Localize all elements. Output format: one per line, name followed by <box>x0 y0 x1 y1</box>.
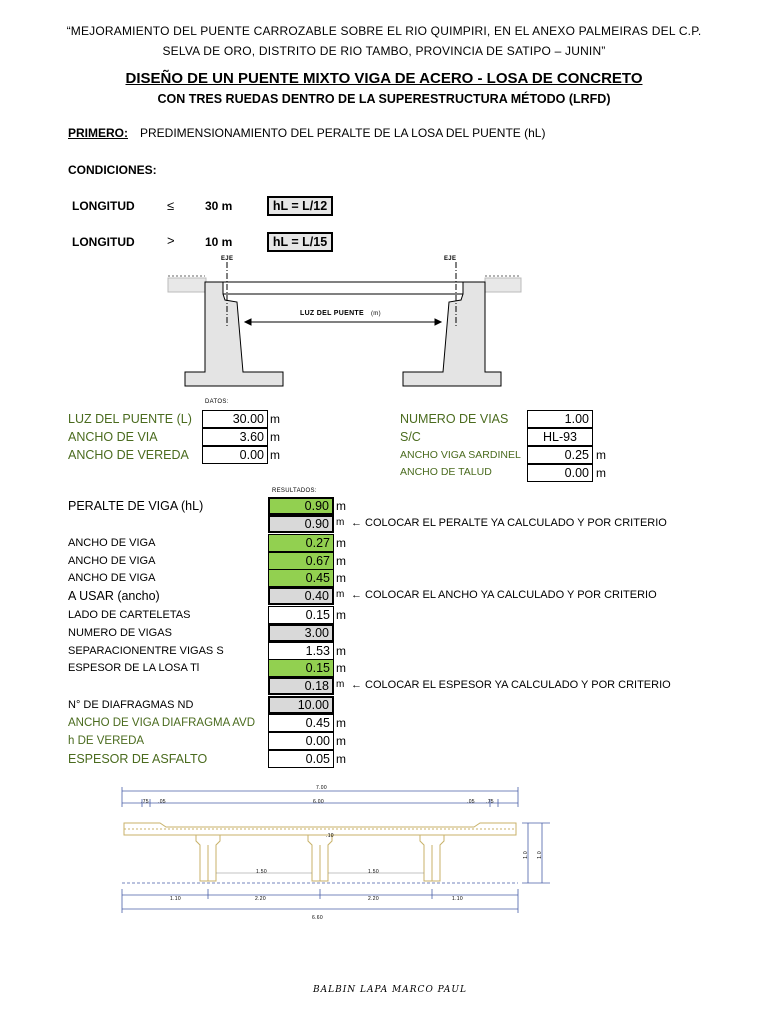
ancho-viga-diafragma-unit: m <box>336 716 346 730</box>
a-usar-value: 0.40 <box>268 587 334 605</box>
ancho-viga-diafragma-label: ANCHO DE VIGA DIAFRAGMA AVD <box>68 717 256 729</box>
peralte-note: ← COLOCAR EL PERALTE YA CALCULADO Y POR CRITERIO <box>351 517 667 529</box>
cross-section-diagram <box>110 785 570 925</box>
ancho-de-viga-1-value: 0.27 <box>268 534 334 552</box>
ancho-de-via-value: 3.60 <box>202 428 268 446</box>
condition-2-formula: hL = L/15 <box>267 232 333 252</box>
ancho-viga-sardinel-unit: m <box>596 448 606 462</box>
bridge-elevation-diagram <box>165 254 525 390</box>
condiciones-heading: CONDICIONES: <box>68 163 157 177</box>
h-vereda-value: 0.00 <box>268 732 334 750</box>
ancho-viga-diafragma-value: 0.45 <box>268 714 334 732</box>
condition-2-value: 10 m <box>205 235 233 249</box>
ancho-de-via-unit: m <box>270 430 280 444</box>
eje-left-label: EJE <box>221 256 234 262</box>
espesor-losa-unit: m <box>336 661 346 675</box>
document-title: DISEÑO DE UN PUENTE MIXTO VIGA DE ACERO - LOSA DE CONCRETO <box>125 70 643 87</box>
h-vereda-unit: m <box>336 734 346 748</box>
ancho-de-viga-2-label: ANCHO DE VIGA <box>68 555 156 567</box>
h-vereda-label: h DE VEREDA <box>68 735 145 747</box>
condition-1-value: 30 m <box>205 199 233 213</box>
a-usar-label: A USAR (ancho) <box>68 589 160 603</box>
span-label: LUZ DEL PUENTE <box>300 310 364 317</box>
peralte-de-viga-value: 0.90 <box>268 497 334 515</box>
ancho-note: ← COLOCAR EL ANCHO YA CALCULADO Y POR CRITERIO <box>351 589 657 601</box>
lado-carteletas-value: 0.15 <box>268 606 334 624</box>
primero-text: PREDIMENSIONAMIENTO DEL PERALTE DE LA LOSA DEL PUENTE (hL) <box>140 126 546 140</box>
ancho-de-vereda-value: 0.00 <box>202 446 268 464</box>
espesor-losa-label: ESPESOR DE LA LOSA Tl <box>68 662 200 674</box>
dim-bot-total: 6.60 <box>312 915 323 921</box>
ancho-de-vereda-unit: m <box>270 448 280 462</box>
datos-caption: DATOS: <box>205 399 229 405</box>
project-title-line-1: “MEJORAMIENTO DEL PUENTE CARROZABLE SOBRE EL RIO QUIMPIRI, EN EL ANEXO PALMEIRAS DEL C.P. <box>66 24 702 38</box>
dim-bot-2: 2.20 <box>255 896 266 902</box>
separacion-vigas-value: 1.53 <box>268 642 334 660</box>
ancho-de-viga-2-unit: m <box>336 554 346 568</box>
span-unit: (m) <box>371 311 381 317</box>
resultados-caption: RESULTADOS: <box>272 488 317 494</box>
espesor-usar-value: 0.18 <box>268 677 334 695</box>
condition-1-operator: ≤ <box>167 198 175 213</box>
eje-right-label: EJE <box>444 256 457 262</box>
condition-2-label: LONGITUD <box>72 235 135 249</box>
dim-bot-1: 1.10 <box>170 896 181 902</box>
a-usar-unit: m <box>336 589 345 600</box>
ancho-de-talud-value: 0.00 <box>527 464 593 482</box>
ancho-de-viga-1-label: ANCHO DE VIGA <box>68 537 156 549</box>
ancho-de-vereda-label: ANCHO DE VEREDA <box>68 448 189 462</box>
project-title-line-2: SELVA DE ORO, DISTRITO DE RIO TAMBO, PROVINCIA DE SATIPO – JUNIN” <box>162 44 606 58</box>
ancho-viga-sardinel-label: ANCHO VIGA SARDINEL <box>400 449 521 461</box>
dim-inner-1: 1.50 <box>256 869 267 875</box>
condition-1-label: LONGITUD <box>72 199 135 213</box>
ancho-de-talud-label: ANCHO DE TALUD <box>400 466 492 478</box>
espesor-asfalto-label: ESPESOR DE ASFALTO <box>68 752 208 766</box>
condition-2-operator: > <box>167 233 175 248</box>
espesor-asfalto-unit: m <box>336 752 346 766</box>
dim-bot-3: 2.20 <box>368 896 379 902</box>
espesor-note: ← COLOCAR EL ESPESOR YA CALCULADO Y POR CRITERIO <box>351 679 671 691</box>
peralte-usar-value: 0.90 <box>268 515 334 533</box>
ancho-de-via-label: ANCHO DE VIA <box>68 430 158 444</box>
dim-seg-b: .05 <box>158 799 166 805</box>
peralte-de-viga-unit: m <box>336 499 346 513</box>
sobrecarga-label: S/C <box>400 430 421 444</box>
luz-del-puente-unit: m <box>270 412 280 426</box>
dim-side-2: 1.0 <box>536 851 543 859</box>
ancho-de-viga-1-unit: m <box>336 536 346 550</box>
numero-de-vias-value: 1.00 <box>527 410 593 428</box>
primero-label: PRIMERO: <box>68 126 128 140</box>
separacion-vigas-unit: m <box>336 644 346 658</box>
author-signature: BALBIN LAPA MARCO PAUL <box>313 985 467 995</box>
diafragmas-value: 10.00 <box>268 696 334 714</box>
lado-carteletas-unit: m <box>336 608 346 622</box>
dim-seg-a: .75 <box>141 799 149 805</box>
dim-seg-c: .05 <box>467 799 475 805</box>
dim-bot-4: 1.10 <box>452 896 463 902</box>
ancho-de-viga-3-value: 0.45 <box>268 569 334 587</box>
document-subtitle: CON TRES RUEDAS DENTRO DE LA SUPERESTRUCTURA MÉTODO (LRFD) <box>157 92 611 106</box>
lado-carteletas-label: LADO DE CARTELETAS <box>68 609 191 621</box>
peralte-usar-unit: m <box>336 517 345 528</box>
separacion-vigas-label: SEPARACIONENTRE VIGAS S <box>68 645 224 657</box>
luz-del-puente-value: 30.00 <box>202 410 268 428</box>
peralte-de-viga-label: PERALTE DE VIGA (hL) <box>68 499 204 513</box>
numero-de-vias-label: NUMERO DE VIAS <box>400 412 509 426</box>
dim-side-1: 1.0 <box>522 851 529 859</box>
ancho-de-viga-2-value: 0.67 <box>268 552 334 570</box>
ancho-de-viga-3-unit: m <box>336 571 346 585</box>
espesor-usar-unit: m <box>336 679 345 690</box>
luz-del-puente-label: LUZ DEL PUENTE (L) <box>68 412 192 426</box>
ancho-viga-sardinel-value: 0.25 <box>527 446 593 464</box>
condition-1-formula: hL = L/12 <box>267 196 333 216</box>
dim-inner-2: 1.50 <box>368 869 379 875</box>
dim-seg-mid: 6.00 <box>313 799 324 805</box>
ancho-de-talud-unit: m <box>596 466 606 480</box>
sobrecarga-value: HL-93 <box>527 428 593 446</box>
dim-small: .10 <box>326 833 334 839</box>
espesor-losa-value: 0.15 <box>268 659 334 677</box>
numero-de-vigas-value: 3.00 <box>268 624 334 642</box>
espesor-asfalto-value: 0.05 <box>268 750 334 768</box>
dim-seg-d: .75 <box>486 799 494 805</box>
ancho-de-viga-3-label: ANCHO DE VIGA <box>68 572 156 584</box>
diafragmas-label: N° DE DIAFRAGMAS ND <box>68 699 194 711</box>
dim-total-top: 7.00 <box>316 785 327 791</box>
numero-de-vigas-label: NUMERO DE VIGAS <box>68 627 172 639</box>
